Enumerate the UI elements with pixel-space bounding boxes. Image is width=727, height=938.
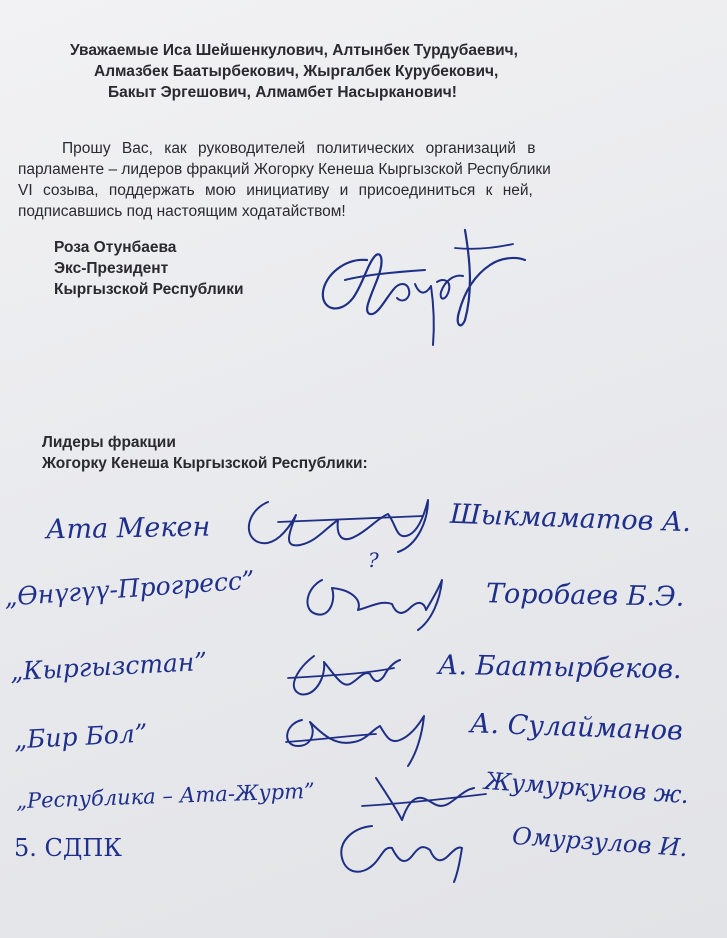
handwritten-faction-kyrgyzstan: „Кыргызстан” [9,646,208,687]
signature-row5 [356,768,496,828]
handwritten-name-row1: Шыкмаматов А. [449,498,692,539]
salutation-line: Бакыт Эргешович, Алмамбет Насырканович! [108,84,457,101]
leaders-heading [42,432,368,474]
handwritten-faction-onuguu-progress: „Өнүгүү-Прогресс” [3,565,256,612]
signature-row1 [238,490,438,560]
handwritten-faction-ata-meken: Ата Мекен [45,511,211,546]
salutation [70,40,670,103]
handwritten-faction-bir-bol: „Бир Бол” [13,718,149,755]
sender-title: Экс-Президент [54,260,169,277]
handwritten-name-row2: Торобаев Б.Э. [485,578,685,613]
handwritten-name-row5: Жумуркунов ж. [483,766,690,810]
body-paragraph [18,138,670,222]
signature-row3 [274,648,414,708]
handwritten-faction-respublika-ata-jurt: „Республика – Ата-Журт” [15,778,316,814]
sender-country: Кыргызской Республики [54,281,244,298]
handwritten-name-row3: А. Баатырбеков. [437,649,682,686]
signature-otunbaeva [315,220,535,360]
body-line: парламенте – лидеров фракций Жогорку Кенеша Кыргызской Республики [18,161,551,178]
signature-row6 [322,820,472,890]
handwritten-name-row6: Омурзулов И. [511,821,689,863]
sender-block [54,237,243,300]
body-line: VI созыва, поддержать мою инициативу и присоединиться к ней, [18,182,533,199]
sender-name: Роза Отунбаева [54,239,177,256]
signature-row2 [292,570,462,640]
body-line: подписавшись под настоящим ходатайством! [18,203,346,220]
signature-row4 [276,706,436,776]
handwritten-name-row4: А. Сулайманов [469,708,684,747]
salutation-line: Алмазбек Баатырбекович, Жыргалбек Курубекович, [94,63,499,80]
leaders-heading-line: Лидеры фракции [42,434,176,451]
salutation-line: Уважаемые Иса Шейшенкулович, Алтынбек Турдубаевич, [70,42,518,59]
handwritten-question-mark: ? [368,548,379,572]
handwritten-faction-sdpk: 5. СДПК [14,834,122,862]
leaders-heading-line: Жогорку Кенеша Кыргызской Республики: [42,455,368,472]
body-line: Прошу Вас, как руководителей политических организаций в [62,140,536,157]
